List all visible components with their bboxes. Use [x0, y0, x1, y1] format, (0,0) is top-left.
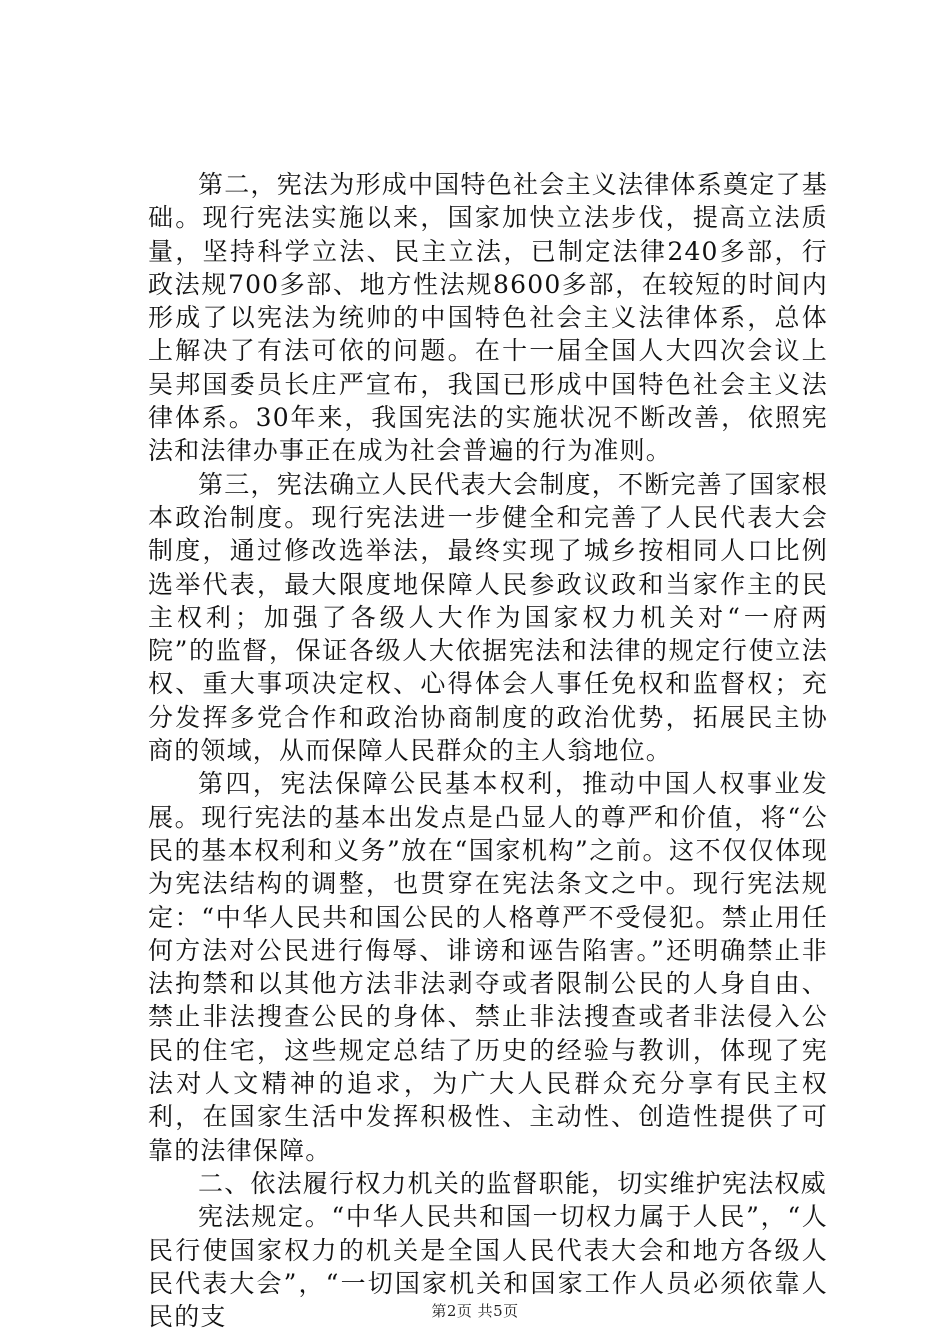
paragraph-fourth-point: 第四，宪法保障公民基本权利，推动中国人权事业发展。现行宪法的基本出发点是凸显人的尊严和价值，将“公民的基本权利和义务”放在“国家机构”之前。这不仅仅体现为宪法结构的调整，也贯穿在宪法条文之中。现行宪法规定：“中华人民共和国公民的人格尊严不受侵犯。禁止用任何方法对公民进行侮辱、诽谤和诬告陷害。”还明确禁止非法拘禁和以其他方法非法剥夺或者限制公民的人身自由、禁止非法搜查公民的身体、禁止非法搜查或者非法侵入公民的住宅，这些规定总结了历史的经验与教训，体现了宪法对人文精神的追求，为广大人民群众充分享有民主权利，在国家生活中发挥积极性、主动性、创造性提供了可靠的法律保障。 [148, 769, 828, 1165]
section-heading: 二、依法履行权力机关的监督职能，切实维护宪法权威 [198, 1168, 827, 1198]
page-number-footer: 第2页 共5页 [431, 1302, 519, 1320]
paragraph-second-point: 第二，宪法为形成中国特色社会主义法律体系奠定了基础。现行宪法实施以来，国家加快立法步伐，提高立法质量，坚持科学立法、民主立法，已制定法律240多部，行政法规700多部、地方性法规8600多部，在较短的时间内形成了以宪法为统帅的中国特色社会主义法律体系，总体上解决了有法可依的问题。在十一届全国人大四次会议上吴邦国委员长庄严宣布，我国已形成中国特色社会主义法律体系。30年来，我国宪法的实施状况不断改善，依照宪法和法律办事正在成为社会普遍的行为准则。 [148, 170, 828, 466]
document-body [148, 168, 828, 1333]
paragraph-third-point: 第三，宪法确立人民代表大会制度，不断完善了国家根本政治制度。现行宪法进一步健全和完善了人民代表大会制度，通过修改选举法，最终实现了城乡按相同人口比例选举代表，最大限度地保障人民参政议政和当家作主的民主权利；加强了各级人大作为国家权力机关对“一府两院”的监督，保证各级人大依据宪法和法律的规定行使立法权、重大事项决定权、心得体会人事任免权和监督权；充分发挥多党合作和政治协商制度的政治优势，拓展民主协商的领域，从而保障人民群众的主人翁地位。 [148, 469, 828, 766]
paragraph-constitution-provisions: 宪法规定。“中华人民共和国一切权力属于人民”，“人民行使国家权力的机关是全国人民代表大会和地方各级人民代表大会”，“一切国家机关和国家工作人员必须依靠人民的支 [148, 1202, 828, 1332]
